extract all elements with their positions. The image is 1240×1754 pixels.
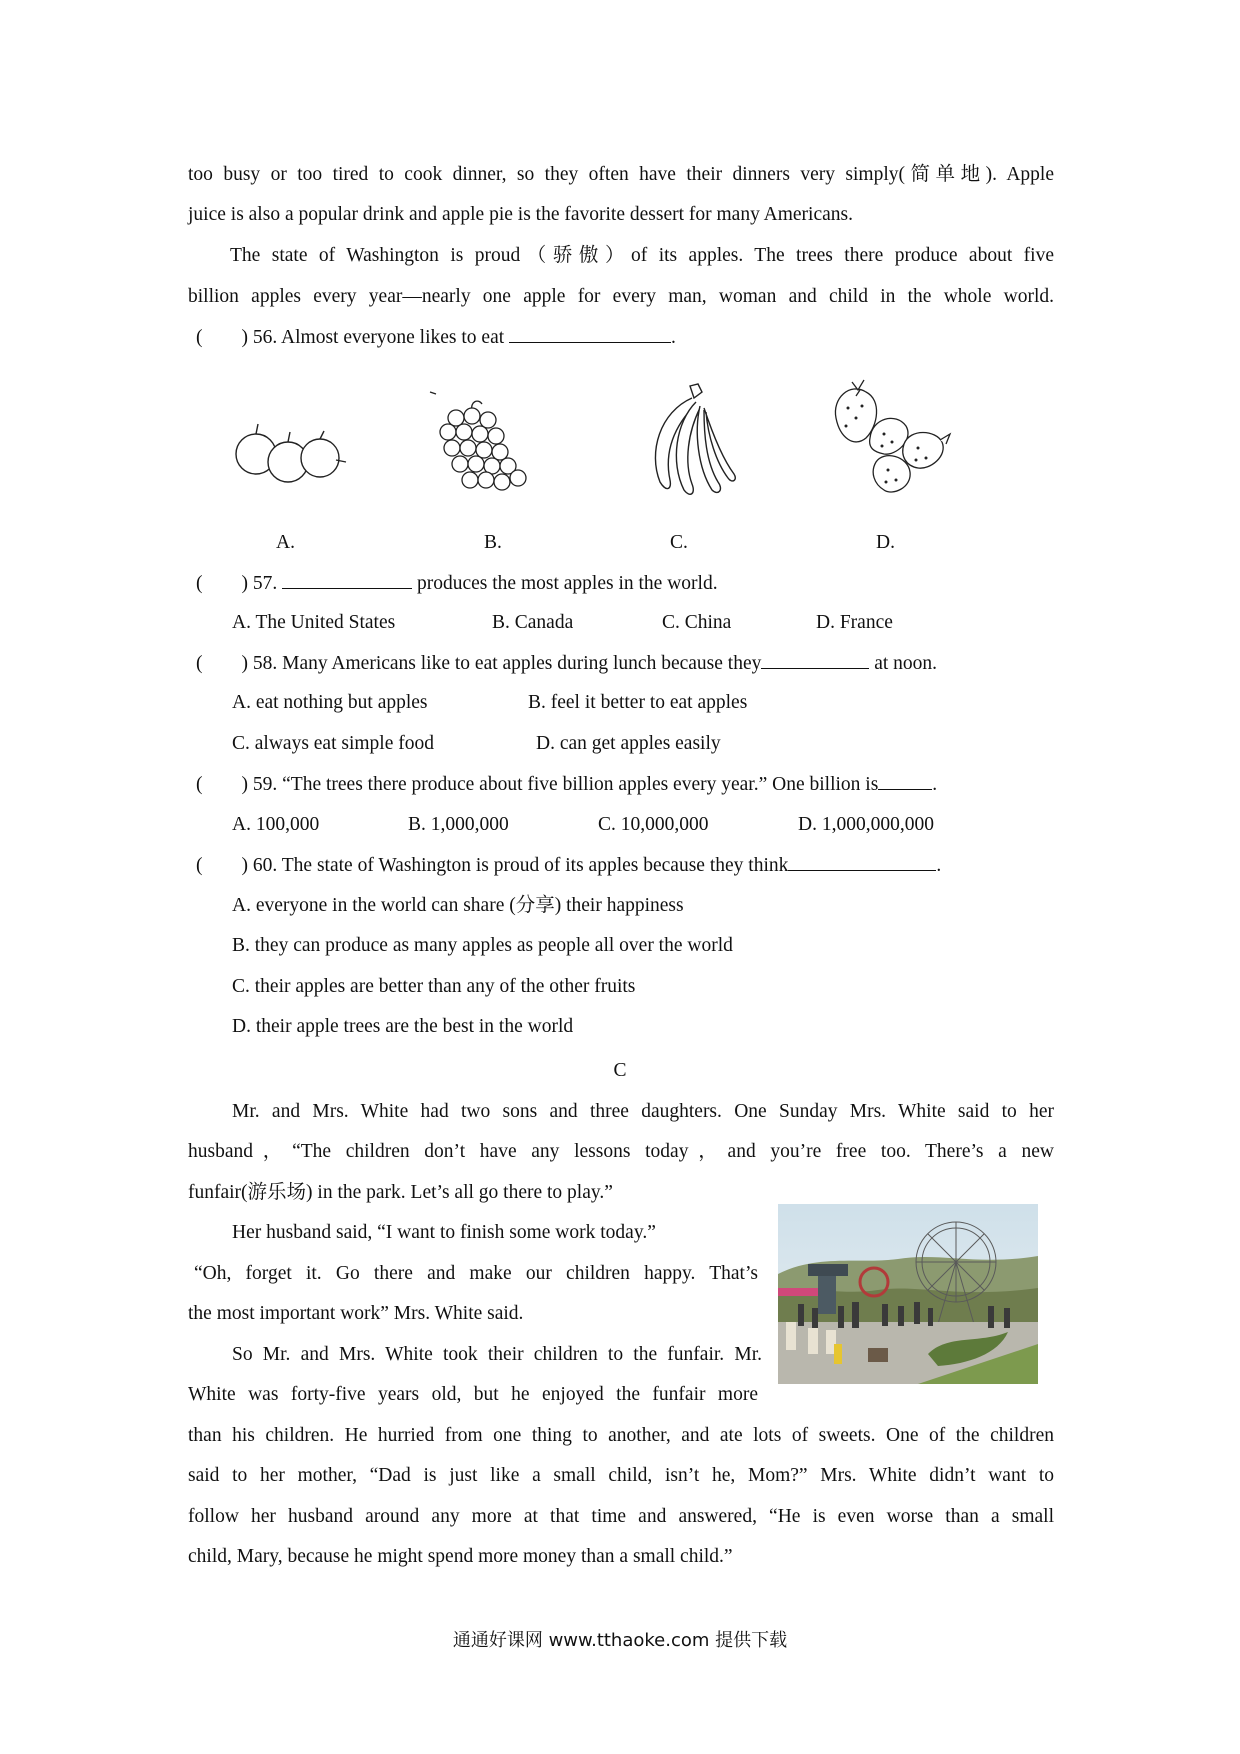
passage-c-line: follow her husband around any more at that time and answered, “He is even worse than a small	[188, 1506, 1054, 1527]
bananas-icon	[640, 382, 740, 508]
option-b[interactable]: B. Canada	[492, 612, 574, 633]
option-a[interactable]: A. The United States	[232, 612, 396, 633]
passage-c-line: child, Mary, because he might spend more money than a small child.”	[188, 1546, 733, 1567]
passage-c-line: Her husband said, “I want to finish some work today.”	[232, 1222, 656, 1243]
question-59	[196, 771, 937, 798]
question-57	[196, 570, 718, 597]
question-text: produces the most apples in the world.	[417, 573, 718, 594]
passage-b-line: billion apples every year—nearly one apple for every man, woman and child in the whole world.	[188, 286, 1054, 307]
answer-blank	[878, 771, 932, 790]
answer-blank	[761, 650, 869, 669]
question-text: 59. “The trees there produce about five billion apples every year.” One billion is	[252, 774, 879, 795]
answer-blank	[788, 852, 936, 871]
question-60	[196, 852, 941, 879]
option-b[interactable]: B. they can produce as many apples as people all over the world	[232, 935, 733, 956]
passage-c-line: said to her mother, “Dad is just like a small child, isn’t he, Mom?” Mrs. White didn’t want to	[188, 1465, 1054, 1486]
answer-paren[interactable]: ( )	[196, 774, 248, 795]
apples-icon	[228, 410, 348, 496]
question-number: 57.	[252, 573, 278, 594]
section-heading: C	[613, 1060, 627, 1081]
option-a-label[interactable]: A.	[276, 532, 295, 553]
question-end: .	[936, 855, 942, 876]
option-c-label[interactable]: C.	[670, 532, 688, 553]
passage-c-line: funfair(游乐场) in the park. Let’s all go there to play.”	[188, 1182, 613, 1203]
passage-b-line: juice is also a popular drink and apple pie is the favorite dessert for many Americans.	[188, 204, 853, 225]
passage-b-line: The state of Washington is proud（骄傲）of its apples. The trees there produce about five	[230, 245, 1054, 266]
passage-c-line: husband，“The children don’t have any lessons today，and you’re free too. There’s a new	[188, 1141, 1054, 1162]
answer-paren[interactable]: ( )	[196, 327, 248, 348]
option-d[interactable]: D. 1,000,000,000	[798, 814, 934, 835]
question-text: 56. Almost everyone likes to eat	[252, 327, 505, 348]
answer-blank	[509, 324, 671, 343]
option-c[interactable]: C. 10,000,000	[598, 814, 709, 835]
option-c[interactable]: C. China	[662, 612, 732, 633]
option-a[interactable]: A. 100,000	[232, 814, 320, 835]
answer-paren[interactable]: ( )	[196, 653, 248, 674]
option-a[interactable]: A. eat nothing but apples	[232, 692, 428, 713]
option-b-label[interactable]: B.	[484, 532, 502, 553]
passage-b-line: too busy or too tired to cook dinner, so they often have their dinners very simply(简单地). Apple	[188, 164, 1054, 185]
question-end: .	[932, 774, 938, 795]
question-56	[196, 324, 676, 351]
passage-c-line: than his children. He hurried from one thing to another, and ate lots of sweets. One of the children	[188, 1425, 1054, 1446]
question-end: at noon.	[874, 653, 938, 674]
funfair-photo	[778, 1204, 1038, 1384]
question-58	[196, 650, 937, 677]
question-end: .	[671, 327, 676, 348]
option-b[interactable]: B. 1,000,000	[408, 814, 509, 835]
passage-c-line: White was forty-five years old, but he enjoyed the funfair more	[188, 1384, 758, 1405]
grapes-icon	[422, 388, 542, 506]
option-d[interactable]: D. can get apples easily	[536, 733, 721, 754]
option-a[interactable]: A. everyone in the world can share (分享) their happiness	[232, 895, 684, 916]
answer-blank	[282, 570, 412, 589]
passage-c-line: Mr. and Mrs. White had two sons and three daughters. One Sunday Mrs. White said to her	[232, 1101, 1054, 1122]
question-text: 60. The state of Washington is proud of its apples because they think	[252, 855, 789, 876]
question-text: 58. Many Americans like to eat apples during lunch because they	[252, 653, 762, 674]
footer-text: 通通好课网 www.tthaoke.com 提供下载	[452, 1630, 788, 1651]
passage-c-line: So Mr. and Mrs. White took their children to the funfair. Mr.	[232, 1344, 762, 1365]
option-d[interactable]: D. their apple trees are the best in the world	[232, 1016, 574, 1037]
strawberries-icon	[826, 378, 956, 504]
option-d-label[interactable]: D.	[876, 532, 895, 553]
option-c[interactable]: C. their apples are better than any of the other fruits	[232, 976, 636, 997]
answer-paren[interactable]: ( )	[196, 855, 248, 876]
passage-c-line: “Oh, forget it. Go there and make our children happy. That’s	[194, 1263, 758, 1284]
option-d[interactable]: D. France	[816, 612, 893, 633]
answer-paren[interactable]: ( )	[196, 573, 248, 594]
option-c[interactable]: C. always eat simple food	[232, 733, 434, 754]
option-b[interactable]: B. feel it better to eat apples	[528, 692, 748, 713]
passage-c-line: the most important work” Mrs. White said.	[188, 1303, 524, 1324]
